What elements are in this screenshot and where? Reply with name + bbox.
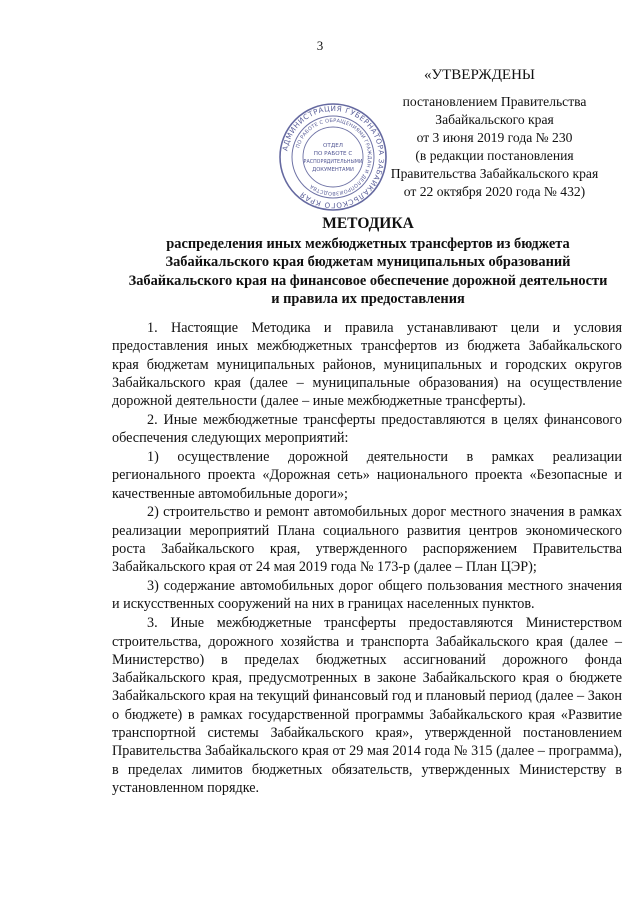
- title-main: МЕТОДИКА: [322, 215, 414, 232]
- paragraph-3: 3. Иные межбюджетные трансферты предоставляются Министерством строительства, дорожного хозяйства и транспорта Забайкальского края (далее – Министерство) в пределах бюджетных ассигнований дорожного фонда Забайкальского края, предусмотренных в законе Забайкальского края о бюджете Забайкальского края на текущий финансовый год и плановый период (далее – Закон о бюджете) в рамках государственной программы Забайкальского края «Развитие транспортной системы Забайкальского края», утвержденной постановлением Правительства Забайкальского края от 29 мая 2014 года № 315 (далее – программа), в пределах лимитов бюджетных обязательств, утвержденных Министерству в установленном порядке.: [112, 615, 622, 796]
- stamp-center-line-4: ДОКУМЕНТАМИ: [312, 167, 354, 173]
- paragraph-1: 1. Настоящие Методика и правила устанавливают цели и условия предоставления иных межбюджетных трансфертов из бюджета Забайкальского края бюджетам муниципальных районов, муниципальных и городских округов Забайкальского края (далее – муниципальные образования) на осуществление дорожной деятельности (далее – иные межбюджетные трансферты).: [112, 320, 622, 410]
- approval-line: Правительства Забайкальского края: [390, 166, 599, 181]
- stamp-center-line-3: РАСПОРЯДИТЕЛЬНЫМИ: [303, 160, 363, 165]
- document-body: [112, 319, 622, 798]
- list-item-1: 1) осуществление дорожной деятельности в рамках реализации регионального проекта «Дорожная сеть» национального проекта «Безопасные и качественные автомобильные дороги»;: [112, 449, 622, 502]
- approval-heading: «УТВЕРЖДЕНЫ: [424, 67, 536, 83]
- approval-line: (в редакции постановления: [415, 148, 574, 163]
- paragraph-2: 2. Иные межбюджетные трансферты предоставляются в целях финансового обеспечения следующих мероприятий:: [112, 411, 622, 447]
- title-subtitle-line: и правила их предоставления: [271, 291, 465, 308]
- stamp-inner-text: ПО РАБОТЕ С ОБРАЩЕНИЯМИ ГРАЖДАН И ДЕЛОПРОИЗВОДСТВА: [295, 117, 373, 197]
- stamp-center-line-1: ОТДЕЛ: [323, 143, 343, 149]
- approval-line: от 3 июня 2019 года № 230: [416, 130, 573, 145]
- title-subtitle-line: Забайкальского края на финансовое обеспечение дорожной деятельности: [128, 272, 608, 289]
- approval-line: постановлением Правительства: [402, 94, 587, 109]
- document-title: [110, 215, 626, 309]
- stamp-center-line-2: ПО РАБОТЕ С: [313, 151, 353, 157]
- list-item-2: 2) строительство и ремонт автомобильных дорог местного значения в рамках реализации мероприятий Плана социального развития центров экономического роста Забайкальского края, утвержденного распоряжением Правительства Забайкальского края от 24 мая 2019 года № 173-р (далее – План ЦЭР);: [112, 504, 622, 576]
- list-item-3: 3) содержание автомобильных дорог общего пользования местного значения и искусственных сооружений на них в границах населенных пунктов.: [112, 578, 622, 613]
- approval-line: от 22 октября 2020 года № 432): [403, 184, 586, 199]
- approval-block: [372, 66, 617, 201]
- page-number: 3: [316, 38, 324, 53]
- approval-line: Забайкальского края: [435, 112, 554, 127]
- title-subtitle-line: распределения иных межбюджетных трансфертов из бюджета: [166, 235, 570, 252]
- title-subtitle-line: Забайкальского края бюджетам муниципальных образований: [165, 254, 571, 271]
- stamp-outer-text: АДМИНИСТРАЦИЯ ГУБЕРНАТОРА ЗАБАЙКАЛЬСКОГО КРАЯ: [280, 103, 387, 211]
